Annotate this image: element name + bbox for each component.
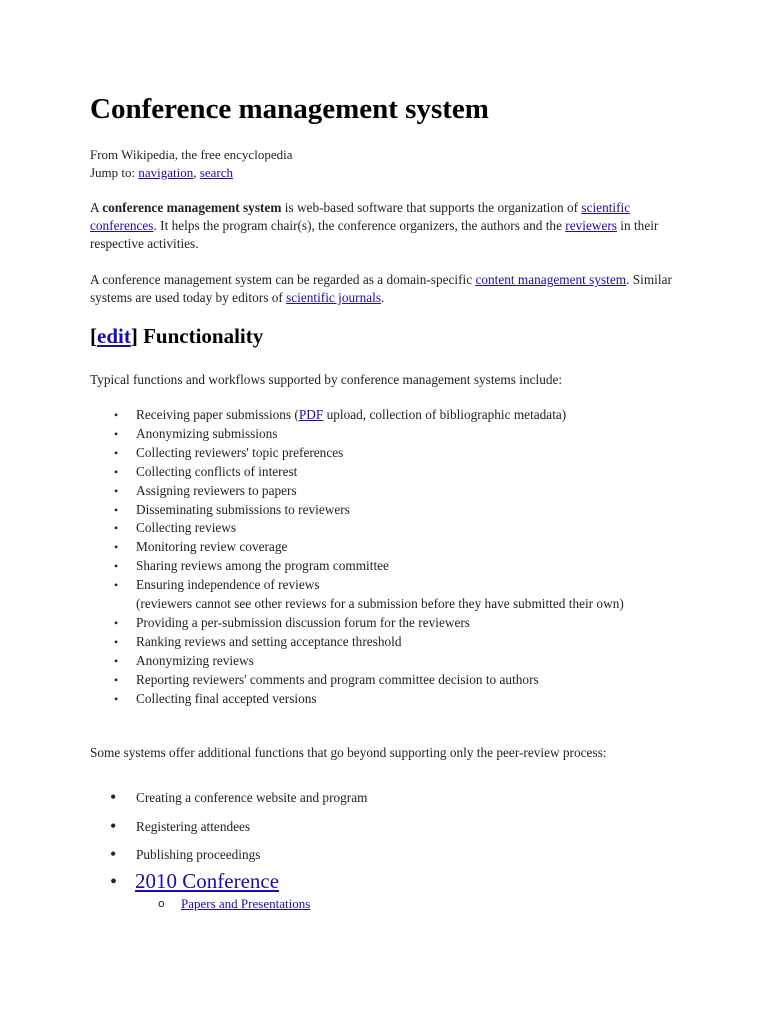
list-item (90, 671, 680, 690)
jump-prefix: Jump to: (90, 165, 139, 180)
bullet: • (114, 615, 119, 630)
circle-bullet: o (158, 897, 165, 910)
text: . It helps the program chair(s), the conference organizers, the authors and the (153, 218, 566, 233)
bracket: ] (130, 324, 144, 348)
bullet: • (114, 672, 119, 687)
text: Creating a conference website and program (136, 790, 368, 805)
tagline: From Wikipedia, the free encyclopedia (90, 147, 293, 162)
bullet: • (114, 483, 119, 498)
section-heading-functionality (90, 324, 263, 349)
pdf-link[interactable]: PDF (298, 407, 324, 422)
bullet: • (114, 464, 119, 479)
bullet: • (110, 815, 117, 836)
functions-intro: Typical functions and workflows supported by conference management systems include: (90, 372, 563, 387)
bullet: • (114, 521, 119, 536)
bullet: • (114, 691, 119, 706)
text: Ranking reviews and setting acceptance threshold (136, 633, 402, 649)
text: Monitoring review coverage (136, 539, 288, 555)
text: A conference management system can be regarded as a domain-specific (90, 272, 476, 287)
text: Disseminating submissions to reviewers (136, 501, 350, 517)
text: Collecting final accepted versions (136, 690, 317, 706)
text: Publishing proceedings (136, 847, 261, 862)
scientific-journals-link[interactable]: scientific journals (286, 290, 381, 305)
additional-functions-intro: Some systems offer additional functions that go beyond supporting only the peer-review process: (90, 745, 607, 760)
bullet: • (114, 634, 119, 649)
bullet: • (114, 502, 119, 517)
search-link[interactable]: search (199, 165, 233, 180)
text: Collecting reviewers' topic preferences (136, 444, 344, 460)
bullet: • (114, 408, 119, 422)
text: Receiving paper submissions ( (136, 407, 299, 422)
text: Anonymizing submissions (136, 425, 278, 441)
list-item (90, 614, 680, 633)
second-paragraph (90, 271, 680, 307)
text: in their respective activities. (90, 218, 659, 251)
list-item (90, 501, 680, 520)
reviewers-link[interactable]: reviewers (565, 218, 617, 233)
text: (reviewers cannot see other reviews for a submission before they have submitted their own) (136, 596, 624, 612)
list-item (90, 786, 680, 815)
list-item (90, 557, 680, 576)
page-title: Conference management system (90, 93, 489, 125)
bullet: • (114, 559, 119, 574)
2010-conference-link[interactable]: 2010 Conference (135, 869, 280, 893)
text: Reporting reviewers' comments and program committee decision to authors (136, 671, 539, 687)
list-item (90, 463, 680, 482)
text: Ensuring independence of reviews (136, 577, 320, 593)
text: upload, collection of bibliographic metadata) (323, 407, 567, 422)
bullet: • (114, 578, 119, 593)
term-bold: conference management system (102, 200, 282, 215)
bullet: • (114, 445, 119, 460)
list-item (90, 425, 680, 444)
additional-functions-list (90, 786, 680, 872)
text: Collecting reviews (136, 520, 237, 536)
text: . Similar systems are used today by editors of (90, 272, 672, 305)
jump-links (90, 164, 233, 182)
list-item (90, 538, 680, 557)
text: Providing a per-submission discussion forum for the reviewers (136, 614, 470, 630)
list-item (90, 576, 680, 614)
text: Registering attendees (136, 818, 251, 834)
text: Anonymizing reviews (136, 652, 254, 668)
text: Collecting conflicts of interest (136, 463, 298, 479)
jump-separator: , (193, 165, 200, 180)
functions-list (90, 406, 680, 709)
list-item (90, 444, 680, 463)
text: . (381, 290, 385, 305)
bullet: • (110, 787, 117, 807)
bullet: • (114, 426, 119, 441)
list-item (90, 652, 680, 671)
bracket: [ (90, 324, 97, 348)
bullet: • (114, 653, 119, 668)
bullet: • (110, 844, 117, 864)
list-item (90, 519, 680, 538)
bullet: • (114, 540, 119, 555)
list-item (90, 406, 680, 425)
text: Assigning reviewers to papers (136, 482, 297, 498)
text: is web-based software that supports the organization of (281, 200, 582, 215)
papers-and-presentations-link[interactable]: Papers and Presentations (181, 896, 311, 911)
text: A (90, 200, 103, 215)
list-item (90, 815, 680, 844)
edit-link[interactable]: edit (97, 324, 131, 348)
list-item (90, 690, 680, 709)
content-management-system-link[interactable]: content management system (475, 272, 627, 287)
list-item (90, 633, 680, 652)
bullet: • (110, 871, 118, 893)
navigation-link[interactable]: navigation (138, 165, 194, 180)
scientific-conferences-link[interactable]: scientific conferences (90, 200, 631, 233)
text: Sharing reviews among the program committee (136, 558, 389, 574)
section-title: Functionality (143, 324, 264, 348)
list-item (90, 482, 680, 501)
intro-paragraph (90, 199, 680, 253)
